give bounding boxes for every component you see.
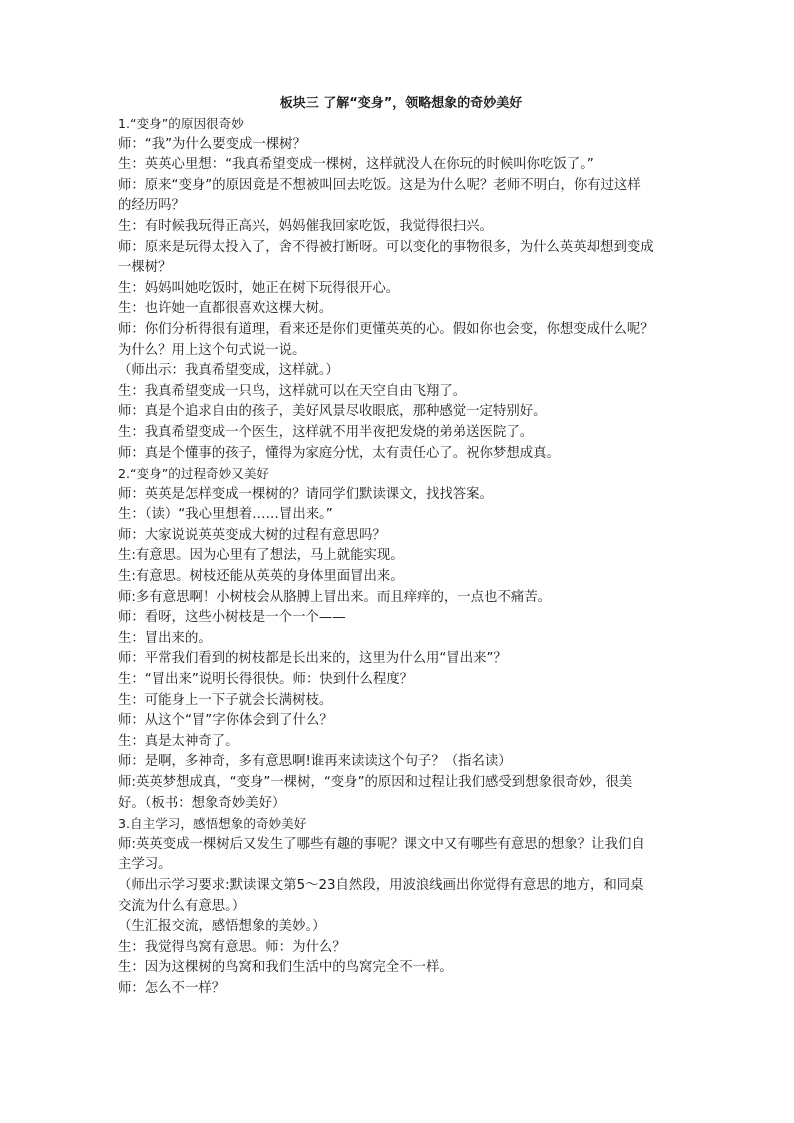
- dialogue-line: 生：冒出来的。: [118, 630, 212, 646]
- section-heading: 2.“变身”的过程奇妙又美好: [118, 466, 270, 482]
- dialogue-line: 师：你们分析得很有道理，看来还是你们更懂英英的心。假如你也会变，你想变成什么呢？: [118, 321, 654, 337]
- dialogue-line: 生:有意思。因为心里有了想法，马上就能实现。: [118, 548, 404, 564]
- document-body: [118, 114, 684, 1000]
- dialogue-line: 生:有意思。树枝还能从英英的身体里面冒出来。: [118, 569, 404, 585]
- dialogue-line: 好。（板书：想象奇妙美好）: [118, 795, 286, 811]
- dialogue-line: 生：可能身上一下子就会长满树枝。: [118, 692, 333, 708]
- dialogue-line: 师：平常我们看到的树枝都是长出来的，这里为什么用“冒出来”？: [118, 651, 507, 667]
- dialogue-line: 师：真是个追求自由的孩子，美好风景尽收眼底，那种感觉一定特别好。: [118, 404, 547, 420]
- dialogue-line: 师：“我”为什么要变成一棵树？: [118, 136, 306, 152]
- dialogue-line: 生：我觉得鸟窝有意思。师：为什么？: [118, 939, 346, 955]
- dialogue-line: 生：也许她一直都很喜欢这棵大树。: [118, 301, 333, 317]
- dialogue-line: （师出示学习要求:默读课文第5～23自然段，用波浪线画出你觉得有意思的地方，和同桌: [118, 877, 644, 893]
- dialogue-line: 师：真是个懂事的孩子，懂得为家庭分忧，太有责任心了。祝你梦想成真。: [118, 445, 560, 461]
- dialogue-line: 师：英英是怎样变成一棵树的？请同学们默读课文，找找答案。: [118, 486, 493, 502]
- dialogue-line: 生：“冒出来”说明长得很快。师：快到什么程度？: [118, 672, 414, 688]
- dialogue-line: 师:英英梦想成真，“变身”一棵树，“变身”的原因和过程让我们感受到想象很奇妙，很美: [118, 775, 633, 790]
- section-heading: 1.“变身”的原因很奇妙: [118, 116, 244, 131]
- dialogue-line: 一棵树？: [118, 260, 172, 276]
- dialogue-line: 的经历吗？: [118, 198, 185, 214]
- dialogue-line: 生：妈妈叫她吃饭时，她正在树下玩得很开心。: [118, 280, 400, 296]
- dialogue-line: 师:多有意思啊！小树枝会从胳膊上冒出来。而且痒痒的，一点也不痛苦。: [118, 589, 552, 605]
- dialogue-line: （师出示：我真希望变成，这样就。）: [118, 363, 339, 379]
- dialogue-line: 交流为什么有意思。）: [118, 898, 246, 914]
- dialogue-line: 师：看呀，这些小树枝是一个一个——: [118, 610, 346, 626]
- dialogue-line: 生：我真希望变成一个医生，这样就不用半夜把发烧的弟弟送医院了。: [118, 424, 534, 440]
- dialogue-line: 生：因为这棵树的鸟窝和我们生活中的鸟窝完全不一样。: [118, 960, 453, 976]
- dialogue-line: 生：（读）“我心里想着……冒出来。”: [118, 507, 333, 523]
- dialogue-line: 师：原来“变身”的原因竟是不想被叫回去吃饭。这是为什么呢？老师不明白，你有过这样: [118, 177, 641, 193]
- page-title: 板块三 了解“变身”，领略想象的奇妙美好: [279, 96, 523, 111]
- dialogue-line: 师：原来是玩得太投入了，舍不得被打断呀。可以变化的事物很多，为什么英英却想到变成: [118, 239, 654, 255]
- dialogue-line: 师:英英变成一棵树后又发生了哪些有趣的事呢？课文中又有哪些有意思的想象？让我们自: [118, 836, 645, 852]
- dialogue-line: 师：怎么不一样？: [118, 980, 226, 996]
- dialogue-line: 师：大家说说英英变成大树的过程有意思吗？: [118, 527, 386, 543]
- dialogue-line: （生汇报交流，感悟想象的美妙。）: [118, 919, 326, 935]
- dialogue-line: 师：从这个“冒”字你体会到了什么？: [118, 713, 333, 729]
- dialogue-line: 生：真是太神奇了。: [118, 733, 239, 749]
- dialogue-line: 师：是啊，多神奇，多有意思啊!谁再来读读这个句子？（指名读）: [118, 754, 512, 770]
- dialogue-line: 生：我真希望变成一只鸟，这样就可以在天空自由飞翔了。: [118, 383, 467, 399]
- dialogue-line: 生：有时候我玩得正高兴，妈妈催我回家吃饭，我觉得很扫兴。: [118, 218, 493, 234]
- dialogue-line: 为什么？用上这个句式说一说。: [118, 342, 306, 358]
- dialogue-line: 生：英英心里想：“我真希望变成一棵树，这样就没人在你玩的时候叫你吃饭了。”: [118, 157, 594, 173]
- section-heading: 3.自主学习，感悟想象的奇妙美好: [118, 816, 307, 832]
- dialogue-line: 主学习。: [118, 857, 172, 873]
